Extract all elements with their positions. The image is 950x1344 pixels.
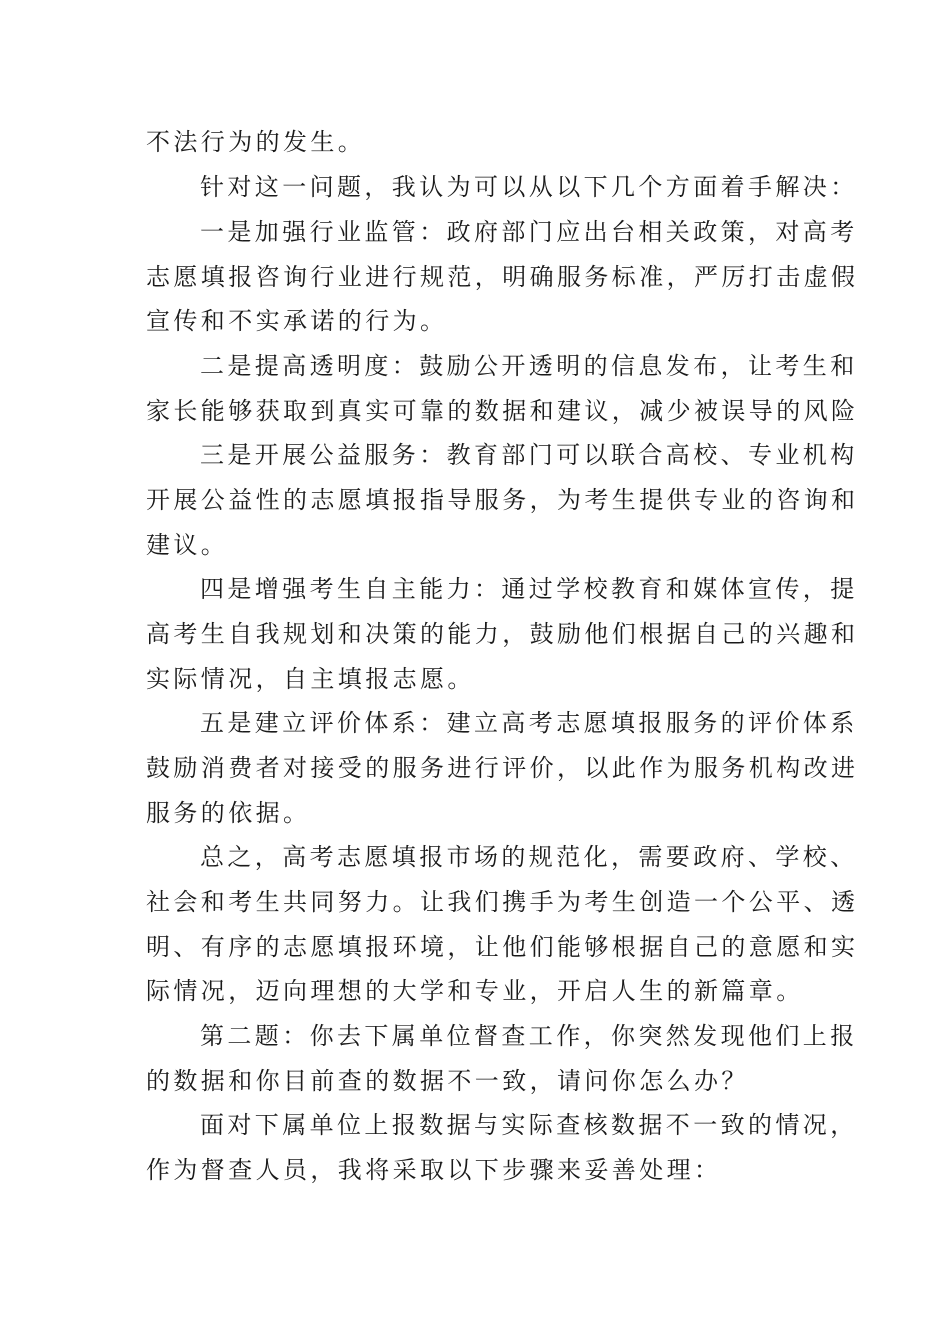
text-line: 面对下属单位上报数据与实际查核数据不一致的情况， [200, 1111, 858, 1139]
text-line: 三是开展公益服务：教育部门可以联合高校、专业机构 [200, 441, 858, 469]
text-line: 社会和考生共同努力。让我们携手为考生创造一个公平、透 [146, 888, 859, 916]
text-line: 的数据和你目前查的数据不一致，请问你怎么办？ [146, 1067, 749, 1095]
text-line: 建议。 [146, 531, 229, 559]
text-line: 明、有序的志愿填报环境，让他们能够根据自己的意愿和实 [146, 933, 859, 961]
text-line: 四是增强考生自主能力：通过学校教育和媒体宣传，提 [200, 575, 858, 603]
text-line: 一是加强行业监管：政府部门应出台相关政策，对高考 [200, 218, 858, 246]
text-line: 针对这一问题，我认为可以从以下几个方面着手解决： [200, 173, 858, 201]
text-line: 第二题：你去下属单位督查工作，你突然发现他们上报 [200, 1022, 858, 1050]
text-line: 志愿填报咨询行业进行规范，明确服务标准，严厉打击虚假 [146, 263, 859, 291]
text-line: 家长能够获取到真实可靠的数据和建议，减少被误导的风险 [146, 397, 859, 425]
text-line: 高考生自我规划和决策的能力，鼓励他们根据自己的兴趣和 [146, 620, 859, 648]
text-line: 开展公益性的志愿填报指导服务，为考生提供专业的咨询和 [146, 486, 859, 514]
text-line: 宣传和不实承诺的行为。 [146, 307, 448, 335]
text-line: 二是提高透明度：鼓励公开透明的信息发布，让考生和 [200, 352, 858, 380]
text-line: 实际情况，自主填报志愿。 [146, 665, 475, 693]
text-line: 际情况，迈向理想的大学和专业，开启人生的新篇章。 [146, 977, 804, 1005]
text-line: 总之，高考志愿填报市场的规范化，需要政府、学校、 [200, 843, 858, 871]
text-line: 作为督查人员，我将采取以下步骤来妥善处理： [146, 1156, 722, 1184]
text-line: 五是建立评价体系：建立高考志愿填报服务的评价体系 [200, 709, 858, 737]
text-line: 服务的依据。 [146, 799, 311, 827]
text-line: 不法行为的发生。 [146, 128, 366, 156]
text-line: 鼓励消费者对接受的服务进行评价，以此作为服务机构改进 [146, 754, 859, 782]
